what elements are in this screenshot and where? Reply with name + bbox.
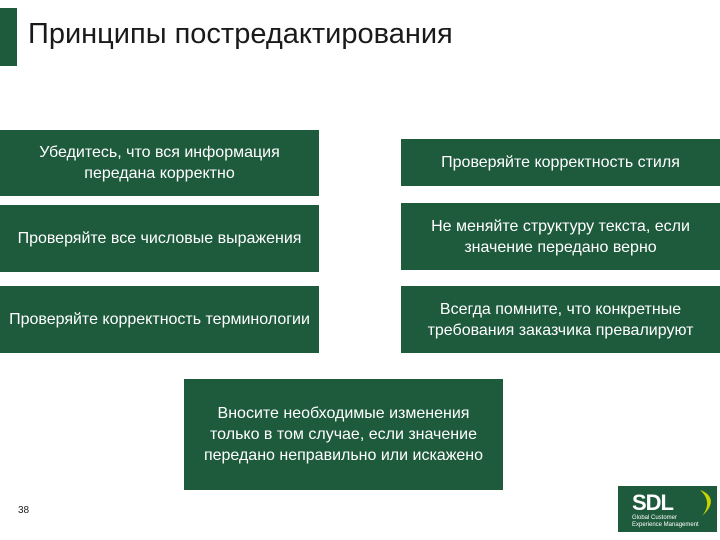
principle-text: Не меняйте структуру текста, если значение передано верно <box>431 217 690 256</box>
logo-tagline <box>632 515 699 529</box>
logo-wordmark: SDL <box>632 490 673 515</box>
principle-box-client-requirements <box>401 286 720 353</box>
principle-box-necessary-changes <box>184 379 503 490</box>
principle-box-info-accuracy <box>0 130 319 196</box>
slide-title: Принципы постредактирования <box>28 18 453 50</box>
principle-box-numbers <box>0 205 319 272</box>
logo-tagline-line1: Global Customer <box>632 515 678 521</box>
principle-box-structure <box>401 203 720 270</box>
logo-tagline-line2: Experience Management <box>632 522 699 528</box>
sdl-logo <box>618 486 717 532</box>
principle-box-terminology <box>0 286 319 353</box>
principle-text: Всегда помните, что конкретные требования заказчика превалируют <box>427 300 694 339</box>
principle-text: Убедитесь, что вся информация передана корректно <box>39 144 280 182</box>
principle-text: Проверяйте все числовые выражения <box>17 230 302 247</box>
principle-text: Проверяйте корректность стиля <box>441 154 680 171</box>
principle-text: Вносите необходимые изменения только в том случае, если значение передано неправильно или искажено <box>203 405 484 464</box>
page-number: 38 <box>18 505 30 516</box>
principle-text: Проверяйте корректность терминологии <box>9 311 310 328</box>
logo-swoosh-icon <box>696 488 717 518</box>
title-accent-bar <box>0 8 17 66</box>
principle-box-style <box>401 139 720 186</box>
